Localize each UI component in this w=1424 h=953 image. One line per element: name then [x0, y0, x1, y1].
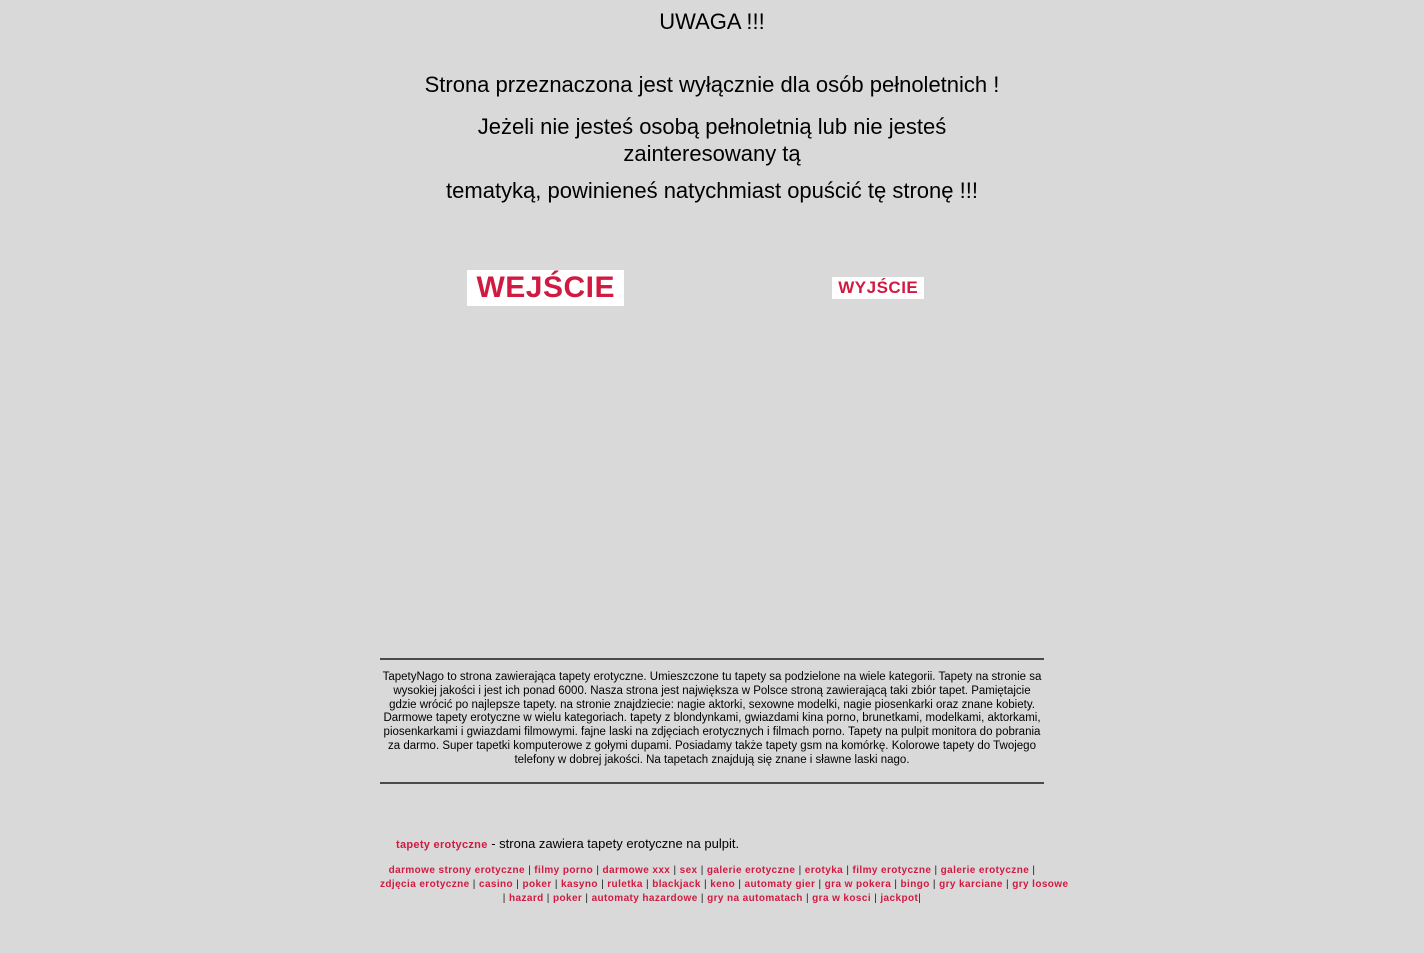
footer-link[interactable]: erotyka: [804, 864, 844, 876]
footer-link[interactable]: automaty hazardowe: [591, 892, 698, 904]
footer-links: [380, 864, 1069, 906]
warning-line-3: tematyką, powinieneś natychmiast opuścić tę stronę !!!: [446, 178, 978, 203]
link-separator: |: [670, 864, 680, 876]
tagline-link[interactable]: tapety erotyczne: [396, 838, 488, 851]
footer-link[interactable]: poker: [552, 892, 583, 904]
footer-links-line: [380, 878, 1069, 892]
footer-link[interactable]: kasyno: [561, 878, 598, 890]
link-separator: |: [929, 878, 940, 890]
footer-link[interactable]: blackjack: [652, 878, 701, 890]
footer-link[interactable]: gra w pokera: [824, 878, 892, 890]
link-separator: |: [642, 878, 653, 890]
link-separator: |: [597, 878, 608, 890]
footer-link[interactable]: darmowe strony erotyczne: [388, 864, 525, 876]
footer-link[interactable]: sex: [679, 864, 698, 876]
warning-line-2: [0, 113, 1424, 167]
footer-links-line: [380, 892, 1044, 906]
warning-line-1: Strona przeznaczona jest wyłącznie dla osób pełnoletnich !: [424, 72, 1000, 97]
footer-link[interactable]: filmy porno: [534, 864, 594, 876]
enter-cell: [380, 270, 713, 306]
footer-link[interactable]: jackpot: [880, 892, 919, 904]
link-separator: |: [735, 878, 745, 890]
warning-line-2a: Jeżeli nie jesteś osobą pełnoletnią lub nie jesteś: [477, 114, 947, 139]
link-separator: |: [871, 892, 881, 904]
exit-link[interactable]: WYJŚCIE: [832, 277, 924, 299]
link-separator: |: [843, 864, 853, 876]
footer-link[interactable]: galerie erotyczne: [706, 864, 796, 876]
footer-link[interactable]: darmowe xxx: [602, 864, 671, 876]
footer-link[interactable]: automaty gier: [744, 878, 816, 890]
footer-link[interactable]: bingo: [900, 878, 930, 890]
link-separator: |: [543, 892, 553, 904]
footer-link[interactable]: casino: [478, 878, 514, 890]
link-separator: |: [700, 878, 711, 890]
link-separator: |: [593, 864, 603, 876]
divider-bottom: [380, 782, 1044, 784]
warning-line-2b: zainteresowany tą: [623, 141, 801, 166]
footer-link[interactable]: galerie erotyczne: [940, 864, 1030, 876]
link-separator: |: [697, 892, 708, 904]
footer-link[interactable]: poker: [522, 878, 552, 890]
link-separator: |: [582, 892, 592, 904]
link-separator: |: [513, 878, 523, 890]
link-separator: |: [469, 878, 479, 890]
footer-link[interactable]: gra w kosci: [812, 892, 872, 904]
footer-link[interactable]: gry na automatach: [707, 892, 803, 904]
link-separator: |: [524, 864, 535, 876]
link-separator: |: [697, 864, 707, 876]
link-separator: |: [931, 864, 941, 876]
footer-link[interactable]: gry karciane: [939, 878, 1003, 890]
footer-link[interactable]: filmy erotyczne: [852, 864, 932, 876]
page-title: UWAGA !!!: [659, 9, 765, 34]
enter-link[interactable]: WEJŚCIE: [467, 270, 624, 306]
gate-row: [380, 270, 1045, 306]
divider-top: [380, 658, 1044, 660]
footer-link[interactable]: zdjęcia erotyczne: [380, 878, 470, 890]
footer-link[interactable]: gry losowe: [1012, 878, 1069, 890]
footer-link[interactable]: hazard: [508, 892, 544, 904]
tagline: [396, 836, 1044, 851]
link-separator: |: [795, 864, 805, 876]
exit-cell: [712, 277, 1045, 299]
link-separator: |: [918, 892, 922, 904]
warning-block: [0, 0, 1424, 204]
link-separator: |: [1029, 864, 1036, 876]
link-separator: |: [551, 878, 562, 890]
tagline-text: - strona zawiera tapety erotyczne na pulpit.: [487, 835, 740, 851]
link-separator: |: [502, 892, 509, 904]
site-description: TapetyNago to strona zawierająca tapety erotyczne. Umieszczone tu tapety sa podzielone na wiele kategorii. Tapety na stronie sa wysokiej jakości i jest ich ponad 6000. Nasza strona jest największa w Polsce stroną zawierającą taki zbiór tapet. Pamiętajcie gdzie wrócić po najlepsze tapety. na stronie znajdziecie: nagie aktorki, sexowne modelki, nagie piosenkarki oraz znane kobiety. Darmowe tapety erotyczne w wielu kategoriach. tapety z blondynkami, gwiazdami kina porno, brunetkami, modelkami, aktorkami, piosenkarkami i gwiazdami filmowymi. fajne laski na zdjęciach erotycznych i filmach porno. Tapety na pulpit monitora do pobrania za darmo. Super tapetki komputerowe z gołymi dupami. Posiadamy także tapety gsm na komórkę. Kolorowe tapety do Twojego telefony w dobrej jakości. Na tapetach znajdują się znane i sławne laski nago.: [382, 671, 1042, 766]
footer-link[interactable]: ruletka: [607, 878, 643, 890]
link-separator: |: [891, 878, 901, 890]
link-separator: |: [815, 878, 825, 890]
footer-links-line: [380, 864, 1044, 878]
link-separator: |: [802, 892, 813, 904]
bottom-section: [380, 658, 1069, 906]
footer-link[interactable]: keno: [710, 878, 736, 890]
link-separator: |: [1002, 878, 1013, 890]
